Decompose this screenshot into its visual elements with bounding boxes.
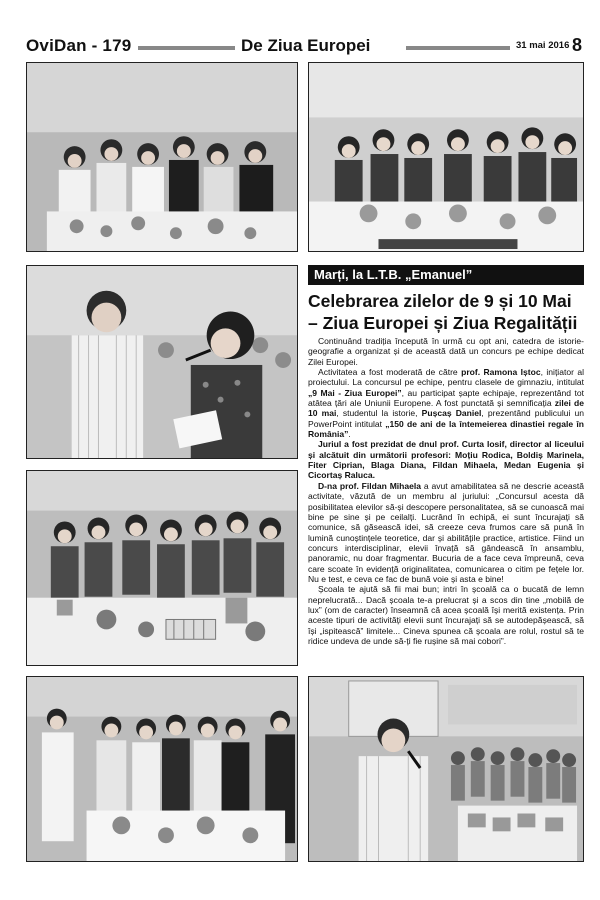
- paragraph-school: Școala te ajută să fii mai bun; intri în școală ca o bucată de lemn neprelucrată... Dacă școala te-a prelucrat și a scos din tine „mobilă de lux” (om de caracter) înseamnă că acea școală își merită existența. Prin aceste tipuri de activități elevii sunt încurajați să se autodepășească, să își „ispitească” limitele... Cineva spunea că școala are rolul, rostul să te ridice undeva de unde să-ți fie rușine să mai cobori”.: [308, 584, 584, 646]
- header-rule-right: [406, 46, 510, 50]
- publication-title: OviDan - 179: [26, 36, 132, 55]
- section-title: De Ziua Europei: [241, 36, 371, 55]
- article-headline: Celebrarea zilelor de 9 și 10 Mai – Ziua Europei și Ziua Regalității: [308, 291, 578, 333]
- header-rule-left: [138, 46, 235, 50]
- page-header: [26, 36, 582, 58]
- page-number: 8: [571, 35, 582, 55]
- paragraph-intro: Continuând tradiția începută în urmă cu opt ani, catedra de istorie-geografie a organizat și de această dată un concurs pe echipe dedicat Zilei Europei.: [308, 336, 584, 367]
- paragraph-activity: Activitatea a fost moderată de către prof. Ramona Iștoc, inițiator al proiectului. La concursul pe echipe, pentru clasele de gimnaziu, intitulat „9 Mai - Ziua Europei”, au participat șapte echipaje, reprezentând tot atâtea țări ale Uniunii Europene. A fost punctată și semnificația zilei de 10 mai, studentul la istorie, Pușcaș Daniel, prezentând publicului un PowerPoint intitulat „150 de ani de la întemeierea dinastiei regale în România”.: [308, 367, 585, 440]
- issue-date: 31 mai 2016: [516, 40, 570, 51]
- photo-students-display-table: [26, 470, 298, 666]
- article-kicker: Marți, la L.T.B. „Emanuel”: [308, 265, 584, 285]
- photo-students-food-table: [26, 62, 298, 252]
- paragraph-quote: D-na prof. Fildan Mihaela a avut amabilitatea să ne descrie această activitate, văzută de un membru al juriului: „Concursul acesta dă posibilitatea elevilor să-și descopere personalitatea, să se cunoască mai bine pe sine și pe ceilalți. Lucrând în echipă, ei sunt încurajați să comunice, să găsească idei, să creeze ceva frumos care să pună în lumină cunoștințele teoretice, dar și abilitățile practice, artistice. Fiind un concurs interdisciplinar, elevii învață să gândească în ansamblu, panoramic, nu doar fragmentar. Bucuria de a face ceva împreună, ceva care scoate în evidență originalitatea, comunicarea o citim pe fețele lor. Nu e test, e ceva ce fac de bună voie și asta e bine!: [308, 480, 584, 584]
- photo-speaker-audience: [308, 676, 584, 862]
- photo-speakers-microphone: [26, 265, 298, 459]
- paragraph-jury: Juriul a fost prezidat de dnul prof. Curta Iosif, director al liceului și alcătuit din următorii profesori: Moțiu Rodica, Boldiș Marinela, Fiter Ciprian, Blaga Diana, Fildan Mihaela, Medan Eugenia și Cicortaș Raluca.: [308, 439, 584, 481]
- photo-students-sweets-table: [308, 62, 584, 252]
- article-body: [308, 336, 584, 646]
- photo-students-group-bottom: [26, 676, 298, 862]
